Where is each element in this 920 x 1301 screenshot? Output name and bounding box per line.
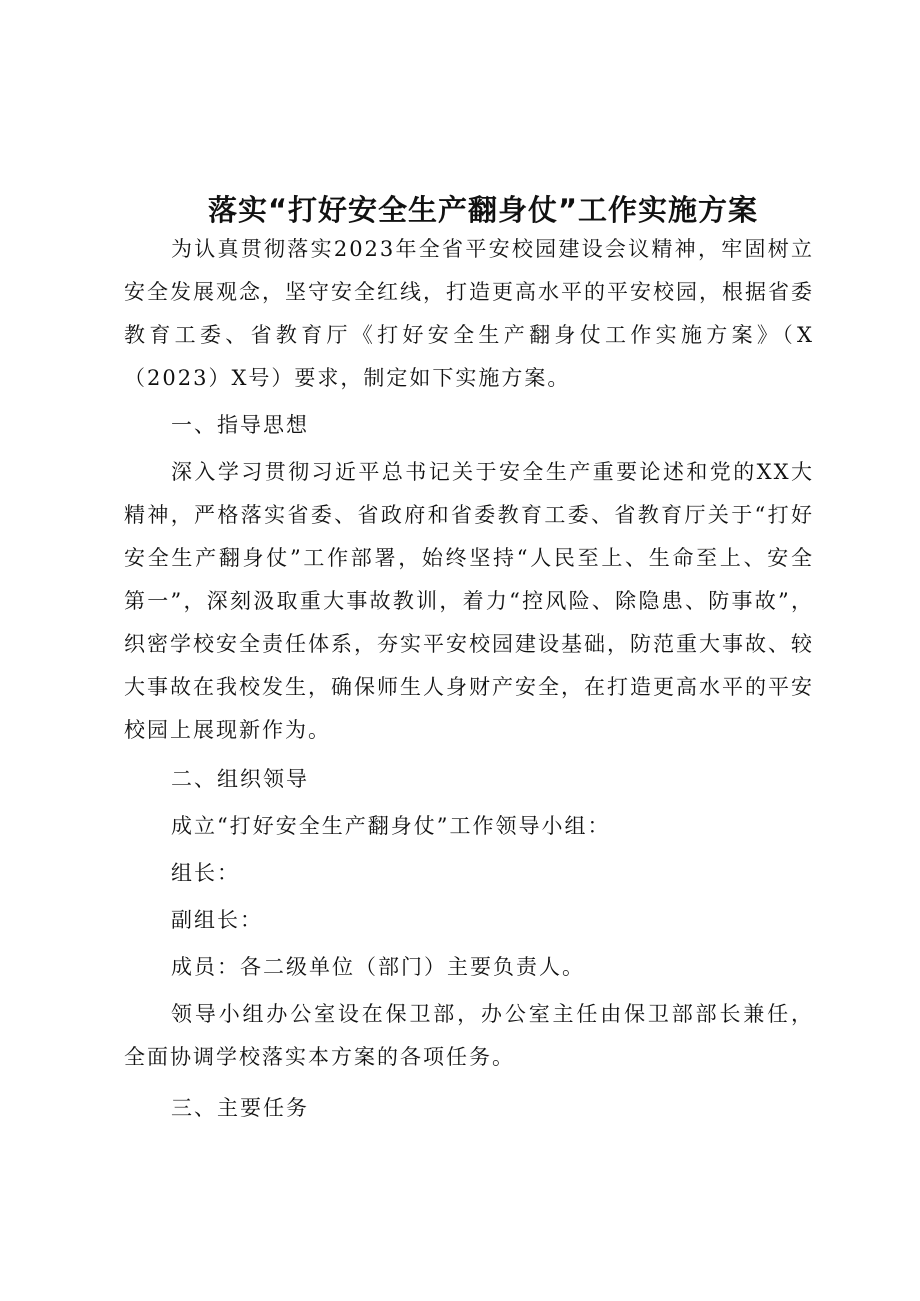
document-title: 落实“打好安全生产翻身仗”工作实施方案: [207, 193, 759, 227]
members-line: 成员：各二级单位（部门）主要负责人。: [171, 955, 585, 979]
document-body: [124, 228, 814, 1130]
deputy-leader-line: 副组长：: [171, 908, 263, 932]
office-paragraph: 领导小组办公室设在保卫部，办公室主任由保卫部部长兼任，全面协调学校落实本方案的各项任务。: [124, 1002, 814, 1069]
section-heading-main-tasks: 三、主要任务: [171, 1096, 309, 1120]
intro-paragraph: 为认真贯彻落实2023年全省平安校园建设会议精神，牢固树立安全发展观念，坚守安全红线，打造更高水平的平安校园，根据省委教育工委、省教育厅《打好安全生产翻身仗工作实施方案》（X（2023）X号）要求，制定如下实施方案。: [124, 237, 814, 390]
leading-group-intro: 成立“打好安全生产翻身仗”工作领导小组：: [171, 814, 611, 838]
group-leader-line: 组长：: [171, 861, 240, 885]
section-heading-guiding-ideology: 一、指导思想: [171, 413, 309, 437]
section-heading-organization: 二、组织领导: [171, 767, 309, 791]
guiding-ideology-paragraph: 深入学习贯彻习近平总书记关于安全生产重要论述和党的XX大精神，严格落实省委、省政府和省委教育工委、省教育厅关于“打好安全生产翻身仗”工作部署，始终坚持“人民至上、生命至上、安全第一”，深刻汲取重大事故教训，着力“控风险、除隐患、防事故”，织密学校安全责任体系，夯实平安校园建设基础，防范重大事故、较大事故在我校发生，确保师生人身财产安全，在打造更高水平的平安校园上展现新作为。: [124, 460, 814, 742]
